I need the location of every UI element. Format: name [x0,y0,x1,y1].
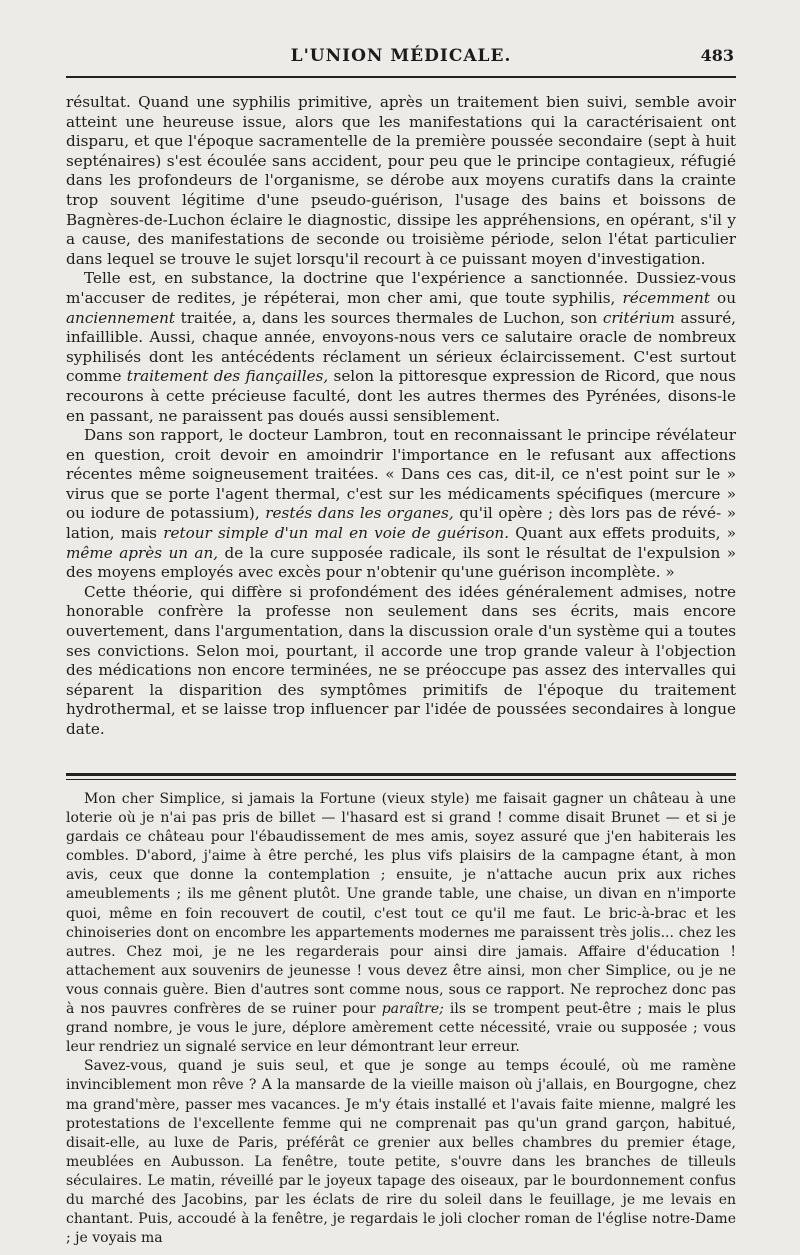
paragraph-1: résultat. Quand une syphilis primitive, après un traitement bien suivi, semble avoir atteint une heureuse issue, alors que les manifestations qui la caractérisaient ont disparu, et que l'époque sacramentelle de la première poussée secondaire (sept à huit septénaires) s'est écoulée sans accident, pour peu que le principe contagieux, réfugié dans les profondeurs de l'organisme, se dérobe aux moyens curatifs dans la crainte trop souvent légitime d'une pseudo-guérison, l'usage des bains et boissons de Bagnères-de-Luchon éclaire le diagnostic, dissipe les appréhensions, en opérant, s'il y a cause, des manifestations de seconde ou troisième période, selon l'état particulier dans lequel se trouve le sujet lorsqu'il recourt à ce puissant moyen d'investigation. [66,93,736,268]
main-article [66,93,736,740]
paragraph-4: Cette théorie, qui diffère si profondément des idées généralement admises, notre honorable confrère la professe non seulement dans ses écrits, mais encore ouvertement, dans l'argumentation, dans la discussion orale d'un système qui a toutes ses convictions. Selon moi, pourtant, il accorde une trop grande valeur à l'objection des médications non encore terminées, ne se préoccupe pas assez des intervalles qui séparent la disparition des symptômes primitifs de l'époque du traitement hydrothermal, et se laisse trop influencer par l'idée de poussées secondaires à longue date. [66,582,736,738]
header-rule [66,76,736,78]
feuilleton-section [66,790,736,1248]
page-header [66,46,736,74]
feuilleton-paragraph-1: Mon cher Simplice, si jamais la Fortune (vieux style) me faisait gagner un château à une loterie où je n'ai pas pris de billet — l'hasard est si grand ! comme disait Brunet — et si je gardais ce château pour l'ébaudissement de mes amis, soyez assuré que j'en habiterais les combles. D'abord, j'aime à être perché, les plus vifs plaisirs de la campagne étant, à mon avis, ceux que donne la contemplation ; ensuite, je n'attache aucun prix aux riches ameublements ; ils me gênent plutôt. Une grande table, une chaise, un divan en n'importe quoi, même en foin recouvert de coutil, c'est tout ce qu'il me faut. Le bric-à-brac et les chinoiseries dont on encombre les appartements modernes me paraissent très jolis... chez les autres. Chez moi, je ne les regarderais pour ainsi dire jamais. Affaire d'éducation ! attachement aux souvenirs de jeunesse ! vous devez être ainsi, mon cher Simplice, ou je ne vous connais guère. Bien d'autres sont comme nous, sous ce rapport. Ne reprochez donc pas à nos pauvres confrères de se ruiner pour paraître; ils se trompent peut-être ; mais le plus grand nombre, je vous le jure, déplore amèrement cette nécessité, vraie ou supposée ; vous leur rendriez un signalé service en leur démontrant leur erreur. [66,791,736,1056]
paragraph-2: Telle est, en substance, la doctrine que l'expérience a sanctionnée. Dussiez-vous m'accuser de redites, je répéterai, mon cher ami, que toute syphilis, récemment ou anciennement traitée, a, dans les sources thermales de Luchon, son critérium assuré, infaillible. Aussi, chaque année, envoyons-nous vers ce salutaire oracle de nombreux syphilisés dont les antécédents réclament un sérieux éclaircissement. C'est surtout comme traitement des fiançailles, selon la pittoresque expression de Ricord, que nous recourons à cette précieuse faculté, dont les autres thermes des Pyrénées, disons-le en passant, ne paraissent pas doués aussi sensiblement. [66,269,737,425]
feuilleton-rule-thick [66,773,736,776]
page-number: 483 [700,46,734,65]
journal-title: L'UNION MÉDICALE. [290,46,512,66]
paragraph-3: Dans son rapport, le docteur Lambron, tout en reconnaissant le principe révélateur en question, croit devoir en amoindrir l'importance en le refusant aux affections récentes même soigneusement traitées. « Dans ces cas, dit-il, ce n'est point sur le » virus que se porte l'agent thermal, c'est sur les médicaments spécifiques (mercure » ou iodure de potassium), restés dans les organes, qu'il opère ; dès lors pas de révé- » lation, mais retour simple d'un mal en voie de guérison. Quant aux effets produits, » même après un an, de la cure supposée radicale, ils sont le résultat de l'expulsion » des moyens employés avec excès pour n'obtenir qu'une guérison incomplète. » [66,426,736,582]
feuilleton-paragraph-2: Savez-vous, quand je suis seul, et que je songe au temps écoulé, où me ramène invinciblement mon rêve ? A la mansarde de la vieille maison où j'allais, en Bourgogne, chez ma grand'mère, passer mes vacances. Je m'y étais installé et l'avais faite mienne, malgré les protestations de l'excellente femme qui ne comprenait pas qu'un grand garçon, habitué, disait-elle, au luxe de Paris, préférât ce grenier aux belles chambres du premier étage, meublées en Aubusson. La fenêtre, toute petite, s'ouvre dans les branches de tilleuls séculaires. Le matin, réveillé par le joyeux tapage des oiseaux, par le bourdonnement confus du marché des Jacobins, par les éclats de rire du soleil dans le feuillage, je me levais en chantant. Puis, accoudé à la fenêtre, je regardais le joli clocher roman de l'église notre-Dame ; je voyais ma [66,1058,736,1247]
feuilleton-rule-thin [66,779,736,780]
